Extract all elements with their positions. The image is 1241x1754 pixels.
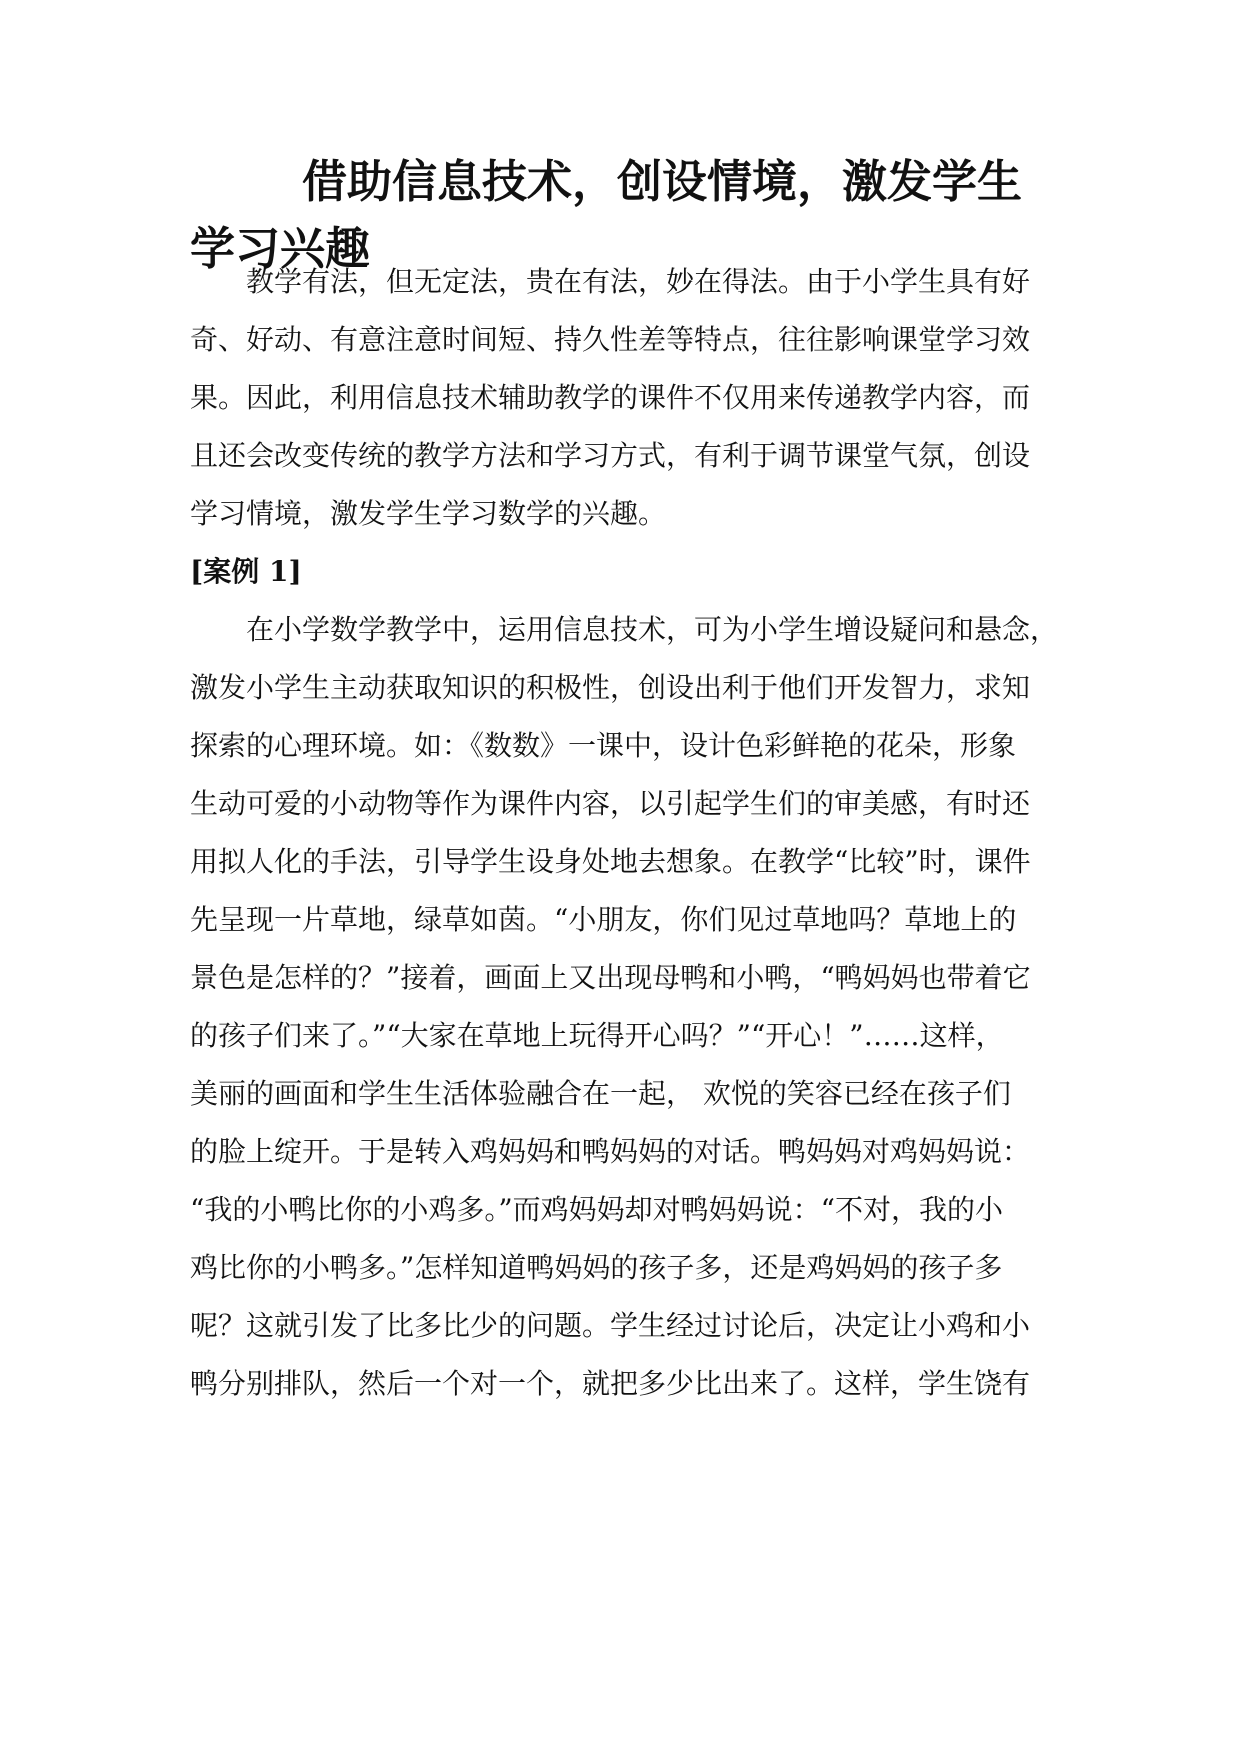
paragraph-1-line: 教学有法，但无定法，贵在有法，妙在得法。由于小学生具有好 bbox=[246, 265, 1031, 298]
paragraph-2-line: 的脸上绽开。于是转入鸡妈妈和鸭妈妈的对话。鸭妈妈对鸡妈妈说： bbox=[190, 1135, 1031, 1168]
paragraph-2-line: 探索的心理环境。如：《数数》一课中，设计色彩鲜艳的花朵，形象 bbox=[190, 729, 1017, 762]
paragraph-2-line: 用拟人化的手法，引导学生设身处地去想象。在教学“比较”时，课件 bbox=[190, 845, 1031, 878]
paragraph-2-line: 鸡比你的小鸭多。”怎样知道鸭妈妈的孩子多，还是鸡妈妈的孩子多 bbox=[190, 1251, 1003, 1284]
paragraph-1-line: 奇、好动、有意注意时间短、持久性差等特点，往往影响课堂学习效 bbox=[190, 323, 1031, 356]
paragraph-1-line: 学习情境，激发学生学习数学的兴趣。 bbox=[190, 497, 667, 530]
paragraph-2-line: 呢？这就引发了比多比少的问题。学生经过讨论后，决定让小鸡和小 bbox=[190, 1309, 1031, 1342]
title-line-1: 借助信息技术，创设情境，激发学生 bbox=[302, 155, 1023, 208]
paragraph-2-line: “我的小鸭比你的小鸡多。”而鸡妈妈却对鸭妈妈说：“不对，我的小 bbox=[190, 1193, 1003, 1226]
paragraph-1-line: 果。因此，利用信息技术辅助教学的课件不仅用来传递教学内容，而 bbox=[190, 381, 1031, 414]
paragraph-2-line: 先呈现一片草地，绿草如茵。“小朋友，你们见过草地吗？草地上的 bbox=[190, 903, 1017, 936]
paragraph-2-line: 激发小学生主动获取知识的积极性，创设出利于他们开发智力，求知 bbox=[190, 671, 1031, 704]
case-label: [案例 1] bbox=[190, 555, 302, 588]
paragraph-2-line: 生动可爱的小动物等作为课件内容，以引起学生们的审美感，有时还 bbox=[190, 787, 1031, 820]
paragraph-2-line: 美丽的画面和学生生活体验融合在一起， 欢悦的笑容已经在孩子们 bbox=[190, 1077, 1011, 1110]
paragraph-2-line: 的孩子们来了。”“大家在草地上玩得开心吗？”“开心！”……这样， bbox=[190, 1019, 1004, 1052]
paragraph-1-line: 且还会改变传统的教学方法和学习方式，有利于调节课堂气氛，创设 bbox=[190, 439, 1031, 472]
paragraph-2-line: 在小学数学教学中，运用信息技术，可为小学生增设疑问和悬念， bbox=[246, 613, 1059, 646]
title-line-2: 学习兴趣 bbox=[190, 222, 371, 275]
paragraph-2-line: 鸭分别排队，然后一个对一个，就把多少比出来了。这样，学生饶有 bbox=[190, 1367, 1031, 1400]
paragraph-2-line: 景色是怎样的？”接着，画面上又出现母鸭和小鸭，“鸭妈妈也带着它 bbox=[190, 961, 1031, 994]
